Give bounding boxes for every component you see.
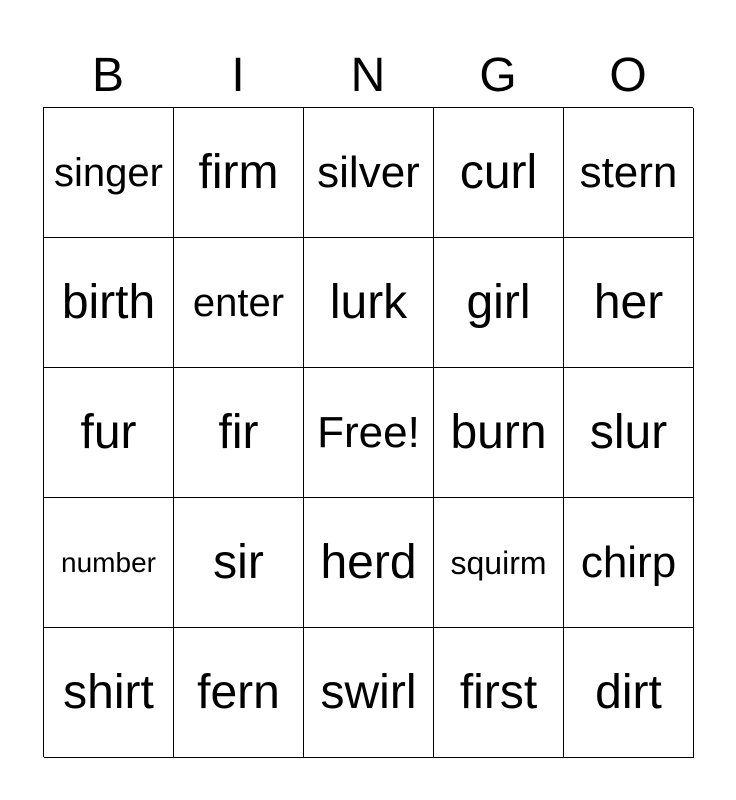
bingo-cell[interactable] [304, 238, 434, 368]
cell-word: enter [192, 280, 285, 325]
bingo-cell[interactable] [304, 108, 434, 238]
cell-word: girl [466, 275, 531, 329]
bingo-cell[interactable] [44, 368, 174, 498]
cell-word: her [593, 275, 664, 329]
bingo-cell[interactable] [564, 498, 694, 628]
cell-word: shirt [63, 665, 154, 719]
cell-word: fur [80, 405, 137, 459]
header-letter-b: B [91, 49, 124, 102]
cell-word: singer [54, 150, 163, 195]
bingo-cell[interactable] [434, 238, 564, 368]
cell-word: burn [450, 405, 547, 459]
bingo-cell[interactable] [304, 628, 434, 758]
bingo-cell[interactable] [44, 238, 174, 368]
bingo-cell[interactable] [174, 238, 304, 368]
bingo-cell[interactable] [564, 108, 694, 238]
header-letter-o: O [609, 49, 647, 102]
bingo-cell[interactable] [434, 368, 564, 498]
cell-word: curl [459, 145, 538, 199]
cell-word: firm [198, 145, 279, 199]
bingo-header [43, 46, 693, 106]
bingo-cell[interactable] [174, 108, 304, 238]
cell-word: first [459, 665, 538, 719]
cell-word: slur [589, 405, 668, 459]
free-space-cell[interactable] [304, 368, 434, 498]
cell-word: swirl [320, 665, 417, 719]
cell-word: squirm [450, 544, 547, 581]
cell-word: fern [197, 665, 280, 719]
header-letter-n: N [350, 49, 386, 102]
bingo-cell[interactable] [44, 108, 174, 238]
bingo-cell[interactable] [44, 628, 174, 758]
bingo-cell[interactable] [564, 628, 694, 758]
cell-word: dirt [595, 665, 662, 719]
bingo-cell[interactable] [174, 368, 304, 498]
bingo-cell[interactable] [434, 498, 564, 628]
cell-word: stern [579, 147, 678, 197]
cell-word: chirp [580, 537, 677, 587]
bingo-cell[interactable] [564, 368, 694, 498]
bingo-cell[interactable] [304, 498, 434, 628]
cell-word: birth [61, 275, 156, 329]
bingo-cell[interactable] [564, 238, 694, 368]
bingo-cell[interactable] [434, 628, 564, 758]
bingo-cell[interactable] [174, 628, 304, 758]
cell-word: number [61, 546, 156, 578]
cell-word: herd [320, 535, 417, 589]
bingo-cell[interactable] [174, 498, 304, 628]
cell-word: lurk [329, 275, 408, 329]
bingo-card [43, 107, 693, 757]
cell-word: fir [218, 405, 259, 459]
bingo-cell[interactable] [434, 108, 564, 238]
free-space-label: Free! [317, 407, 420, 457]
bingo-cell[interactable] [44, 498, 174, 628]
cell-word: silver [317, 147, 420, 197]
cell-word: sir [213, 535, 264, 589]
header-letter-i: I [231, 49, 245, 102]
header-letter-g: G [479, 49, 517, 102]
